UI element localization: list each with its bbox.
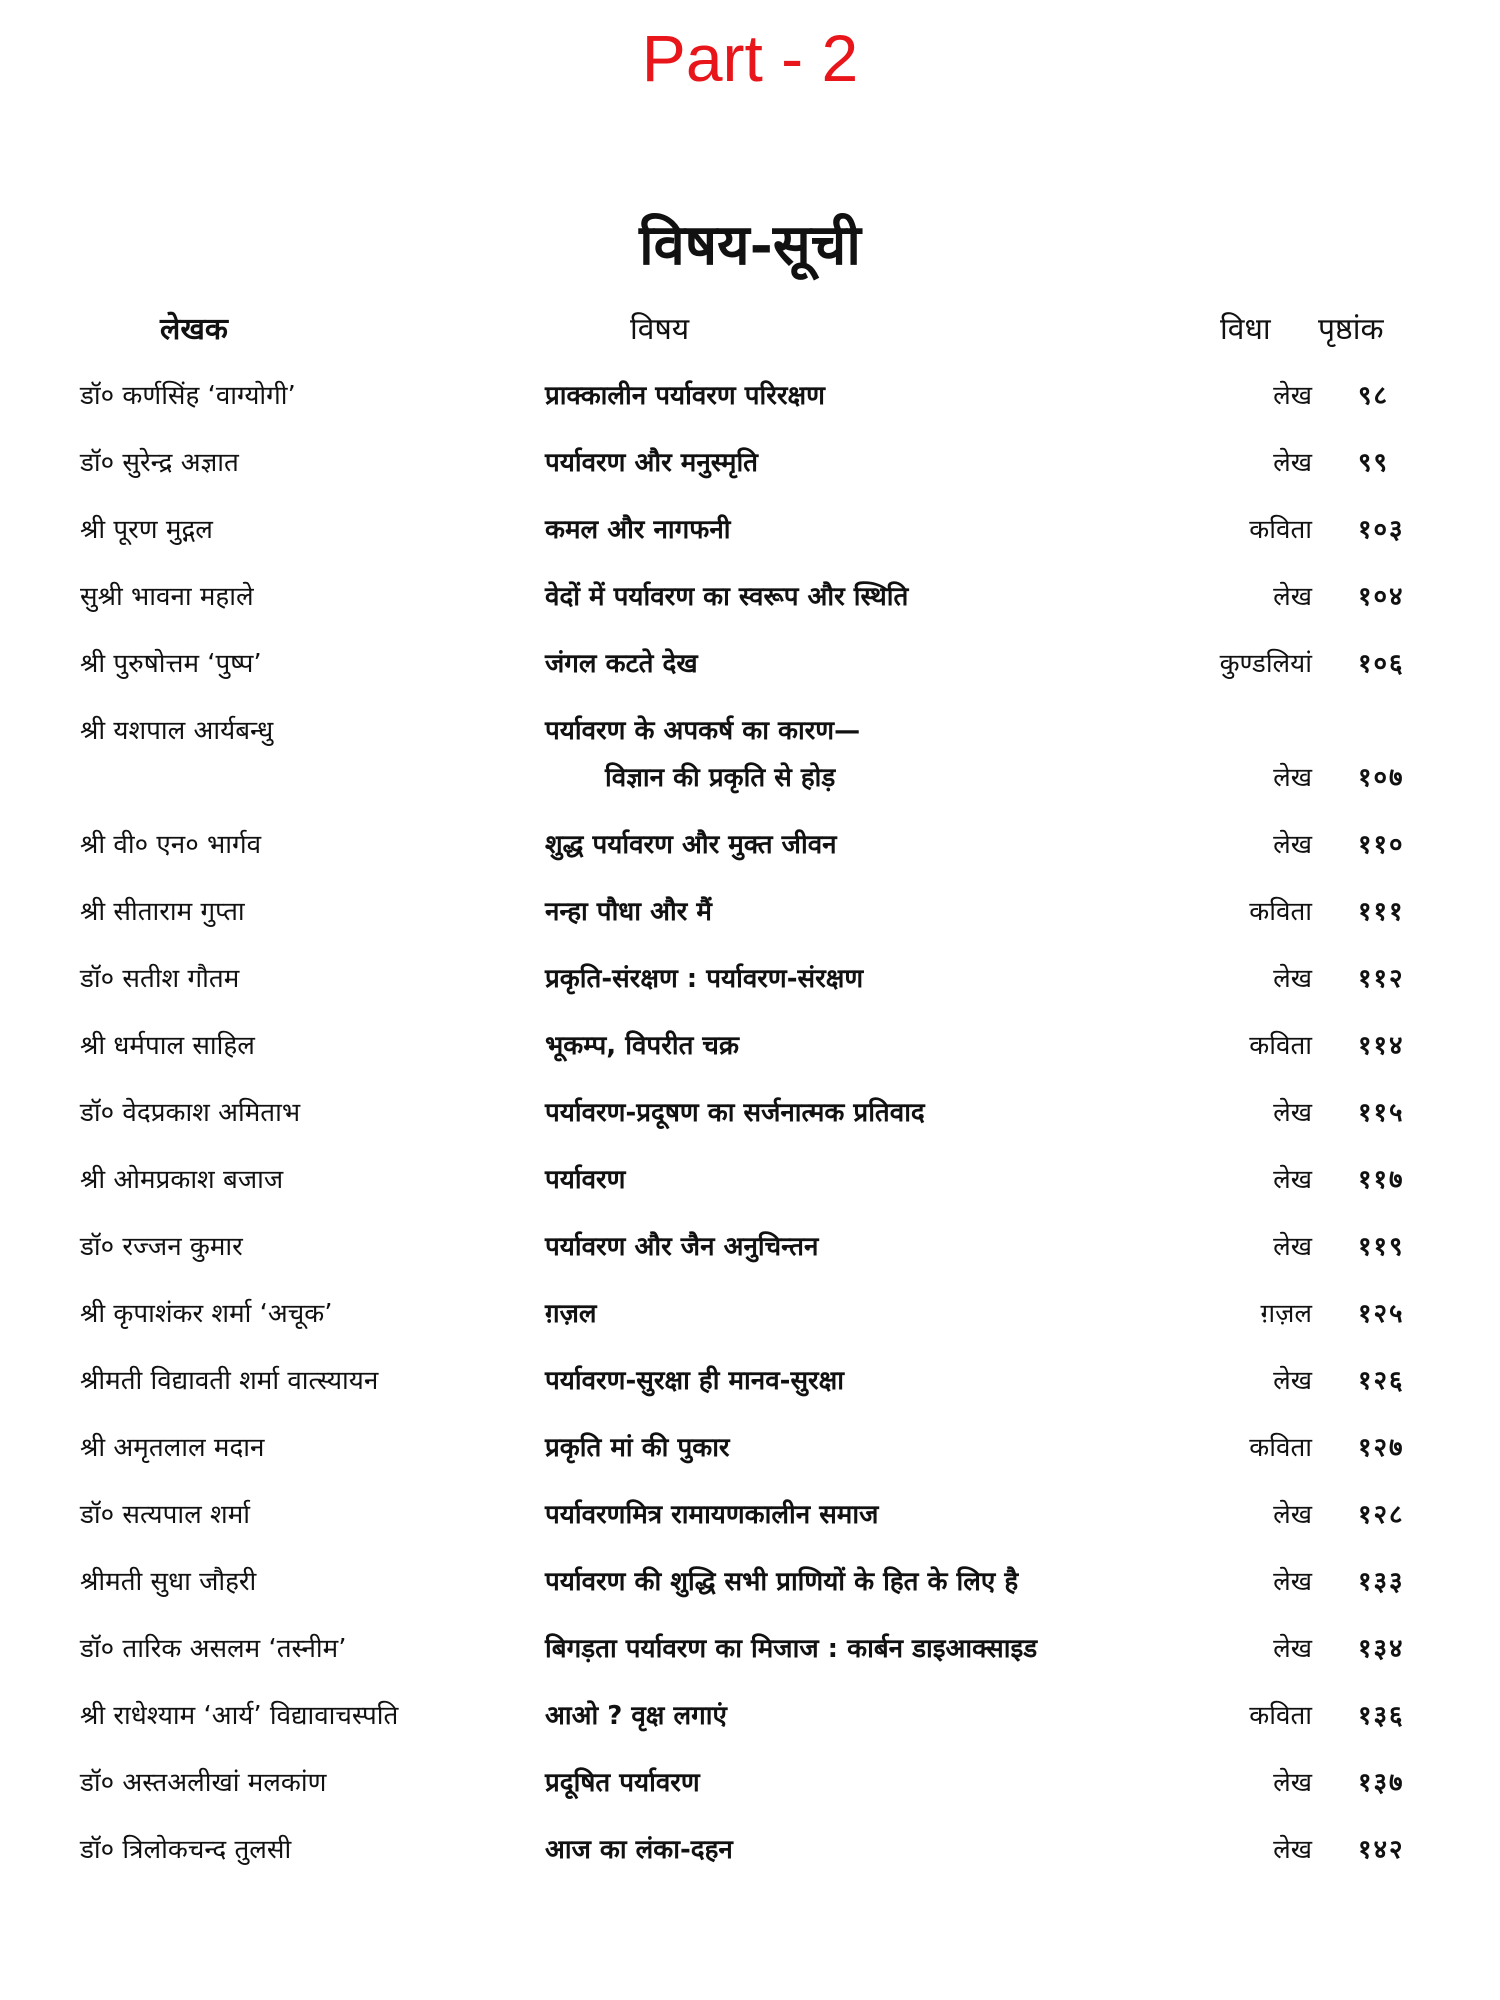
entry-author: डॉ० सत्यपाल शर्मा <box>80 1500 250 1530</box>
entry-author: डॉ० सुरेन्द्र अज्ञात <box>80 448 239 478</box>
toc-entry <box>0 1221 1500 1288</box>
entry-page: १३६ <box>1358 1701 1405 1731</box>
entry-author: श्रीमती सुधा जौहरी <box>80 1567 257 1597</box>
toc-entry <box>0 886 1500 953</box>
toc-entry <box>0 953 1500 1020</box>
entry-page: ९८ <box>1358 381 1390 411</box>
entry-genre: कविता <box>1249 1031 1312 1061</box>
entry-genre: लेख <box>1273 830 1312 860</box>
entry-page: १३३ <box>1358 1567 1405 1597</box>
entry-page: १४२ <box>1358 1835 1405 1865</box>
entry-author: श्री वी० एन० भार्गव <box>80 830 262 860</box>
toc-entry <box>0 504 1500 571</box>
entry-genre: लेख <box>1273 964 1312 994</box>
entry-subject-line1: कमल और नागफनी <box>545 515 731 545</box>
entry-subject <box>545 644 698 691</box>
entry-subject-line1: आओ ? वृक्ष लगाएं <box>545 1701 727 1731</box>
entry-subject <box>545 892 712 939</box>
toc-entry <box>0 705 1500 819</box>
entry-page: १३४ <box>1358 1634 1405 1664</box>
toc-entry <box>0 1623 1500 1690</box>
toc-entry <box>0 1757 1500 1824</box>
entry-subject <box>545 825 837 872</box>
entry-author: श्री राधेश्याम ‘आर्य’ विद्यावाचस्पति <box>80 1701 399 1731</box>
entry-subject <box>545 1294 605 1341</box>
entry-author: डॉ० त्रिलोकचन्द तुलसी <box>80 1835 292 1865</box>
entry-subject <box>545 711 860 798</box>
entry-subject <box>545 1562 1018 1609</box>
toc-entry <box>0 437 1500 504</box>
entry-page: ११५ <box>1358 1098 1405 1128</box>
entry-page: १३७ <box>1358 1768 1405 1798</box>
entry-author: डॉ० वेदप्रकाश अमिताभ <box>80 1098 301 1128</box>
entry-genre: लेख <box>1273 1500 1312 1530</box>
entry-author: श्रीमती विद्यावती शर्मा वात्स्यायन <box>80 1366 379 1396</box>
entry-author: डॉ० कर्णसिंह ‘वाग्योगी’ <box>80 381 296 411</box>
entry-subject <box>545 1428 730 1475</box>
page-title: विषय-सूची <box>639 212 861 278</box>
entry-subject-line1: पर्यावरण-सुरक्षा ही मानव-सुरक्षा <box>545 1366 845 1396</box>
entry-author: श्री यशपाल आर्यबन्धु <box>80 716 274 746</box>
entry-subject <box>545 959 863 1006</box>
column-header-genre: विधा <box>1220 312 1271 347</box>
entry-genre: लेख <box>1273 1634 1312 1664</box>
toc-entry <box>0 638 1500 705</box>
toc-entry <box>0 370 1500 437</box>
entry-subject <box>545 1227 818 1274</box>
entry-subject <box>545 1696 727 1743</box>
entry-page: १०४ <box>1358 582 1405 612</box>
entry-subject-line1: भूकम्प, विपरीत चक्र <box>545 1031 739 1061</box>
entry-subject <box>545 1629 1037 1676</box>
entry-subject-line1: पर्यावरण की शुद्धि सभी प्राणियों के हित के लिए है <box>545 1567 1019 1597</box>
entry-page: १२७ <box>1358 1433 1405 1463</box>
entry-author: श्री सीताराम गुप्ता <box>80 897 245 927</box>
entry-subject-line1: ग़ज़ल <box>545 1299 597 1329</box>
entry-subject-line1: पर्यावरणमित्र रामायणकालीन समाज <box>545 1500 879 1530</box>
entry-subject-line1: प्राक्कालीन पर्यावरण परिरक्षण <box>545 381 825 411</box>
entry-author: डॉ० अस्तअलीखां मलकांण <box>80 1768 327 1798</box>
entry-subject <box>545 1160 625 1207</box>
entry-page: १०६ <box>1358 649 1405 679</box>
toc-entry <box>0 1556 1500 1623</box>
entry-genre: लेख <box>1273 1768 1312 1798</box>
toc-entry <box>0 1489 1500 1556</box>
entry-author: श्री धर्मपाल साहिल <box>80 1031 255 1061</box>
entry-page: १२८ <box>1358 1500 1405 1530</box>
entry-genre: लेख <box>1273 1098 1312 1128</box>
entry-genre: लेख <box>1273 1366 1312 1396</box>
entry-author: सुश्री भावना महाले <box>80 582 254 612</box>
entry-subject <box>545 376 825 423</box>
entry-page: ९९ <box>1358 448 1390 478</box>
toc-entry <box>0 1824 1500 1891</box>
entry-subject-line1: पर्यावरण के अपकर्ष का कारण— <box>545 716 861 746</box>
entry-genre: लेख <box>1273 1567 1312 1597</box>
entry-subject-line1: प्रकृति मां की पुकार <box>545 1433 730 1463</box>
toc-entry <box>0 571 1500 638</box>
entry-genre: लेख <box>1273 448 1312 478</box>
entry-subject <box>545 577 908 624</box>
entry-genre: लेख <box>1273 1232 1312 1262</box>
column-header-subject: विषय <box>630 312 690 347</box>
entry-subject-line1: पर्यावरण <box>545 1165 626 1195</box>
toc-entry <box>0 1422 1500 1489</box>
toc-entry <box>0 1154 1500 1221</box>
entry-author: श्री पूरण मुद्गल <box>80 515 213 545</box>
toc-entry <box>0 819 1500 886</box>
entry-subject <box>545 1361 844 1408</box>
entry-genre: लेख <box>1273 381 1312 411</box>
entry-page: ११४ <box>1358 1031 1405 1061</box>
entry-subject-line1: वेदों में पर्यावरण का स्वरूप और स्थिति <box>545 582 909 612</box>
entry-subject-line1: प्रकृति-संरक्षण : पर्यावरण-संरक्षण <box>545 964 864 994</box>
entry-page: १०७ <box>1358 763 1405 793</box>
toc-entry <box>0 1355 1500 1422</box>
entry-genre: कविता <box>1249 515 1312 545</box>
entry-genre: लेख <box>1273 763 1312 793</box>
entry-subject <box>545 1026 739 1073</box>
entry-author: श्री अमृतलाल मदान <box>80 1433 265 1463</box>
entry-page: ११७ <box>1358 1165 1405 1195</box>
entry-genre: ग़ज़ल <box>1260 1299 1312 1329</box>
entry-genre: कविता <box>1249 1701 1312 1731</box>
entry-genre: लेख <box>1273 1835 1312 1865</box>
entry-subject-line1: पर्यावरण और मनुस्मृति <box>545 448 758 478</box>
part-label: Part - 2 <box>641 21 859 95</box>
entry-author: श्री ओमप्रकाश बजाज <box>80 1165 284 1195</box>
entry-genre: लेख <box>1273 582 1312 612</box>
entry-author: श्री पुरुषोत्तम ‘पुष्प’ <box>80 649 262 679</box>
toc-entry <box>0 1020 1500 1087</box>
entry-page: ११० <box>1358 830 1405 860</box>
entry-author: श्री कृपाशंकर शर्मा ‘अचूक’ <box>80 1299 333 1329</box>
entry-subject <box>545 1830 733 1877</box>
entry-author: डॉ० सतीश गौतम <box>80 964 240 994</box>
entry-author: डॉ० तारिक असलम ‘तस्नीम’ <box>80 1634 347 1664</box>
toc-entry <box>0 1690 1500 1757</box>
entry-page: १२५ <box>1358 1299 1405 1329</box>
entry-subject <box>545 510 731 557</box>
entry-subject <box>545 1093 925 1140</box>
entry-subject-line1: नन्हा पौधा और मैं <box>545 897 712 927</box>
entry-genre: लेख <box>1273 1165 1312 1195</box>
entry-page: १११ <box>1358 897 1405 927</box>
entry-subject-line1: पर्यावरण-प्रदूषण का सर्जनात्मक प्रतिवाद <box>545 1098 925 1128</box>
toc-entry <box>0 1288 1500 1355</box>
entry-subject <box>545 1495 878 1542</box>
entry-genre: कविता <box>1249 1433 1312 1463</box>
entry-subject <box>545 443 758 490</box>
entry-subject-line1: प्रदूषित पर्यावरण <box>545 1768 700 1798</box>
column-header-author: लेखक <box>160 312 228 347</box>
entry-subject-line2: विज्ञान की प्रकृति से होड़ <box>605 763 836 793</box>
entry-page: ११९ <box>1358 1232 1405 1262</box>
entry-genre: कुण्डलियां <box>1219 649 1312 679</box>
column-header-page: पृष्ठांक <box>1318 312 1384 347</box>
entry-page: १२६ <box>1358 1366 1405 1396</box>
entry-subject-line1: पर्यावरण और जैन अनुचिन्तन <box>545 1232 819 1262</box>
entry-author: डॉ० रज्जन कुमार <box>80 1232 243 1262</box>
entry-subject-line1: जंगल कटते देख <box>545 649 698 679</box>
toc-entry <box>0 1087 1500 1154</box>
entry-subject-line1: आज का लंका-दहन <box>545 1835 733 1865</box>
entry-page: ११२ <box>1358 964 1405 994</box>
entry-subject-line1: बिगड़ता पर्यावरण का मिजाज : कार्बन डाइआक्साइड <box>545 1634 1038 1664</box>
entry-subject <box>545 1763 700 1810</box>
entry-genre: कविता <box>1249 897 1312 927</box>
entry-page: १०३ <box>1358 515 1405 545</box>
table-of-contents <box>0 370 1500 1891</box>
entry-subject-line1: शुद्ध पर्यावरण और मुक्त जीवन <box>545 830 837 860</box>
